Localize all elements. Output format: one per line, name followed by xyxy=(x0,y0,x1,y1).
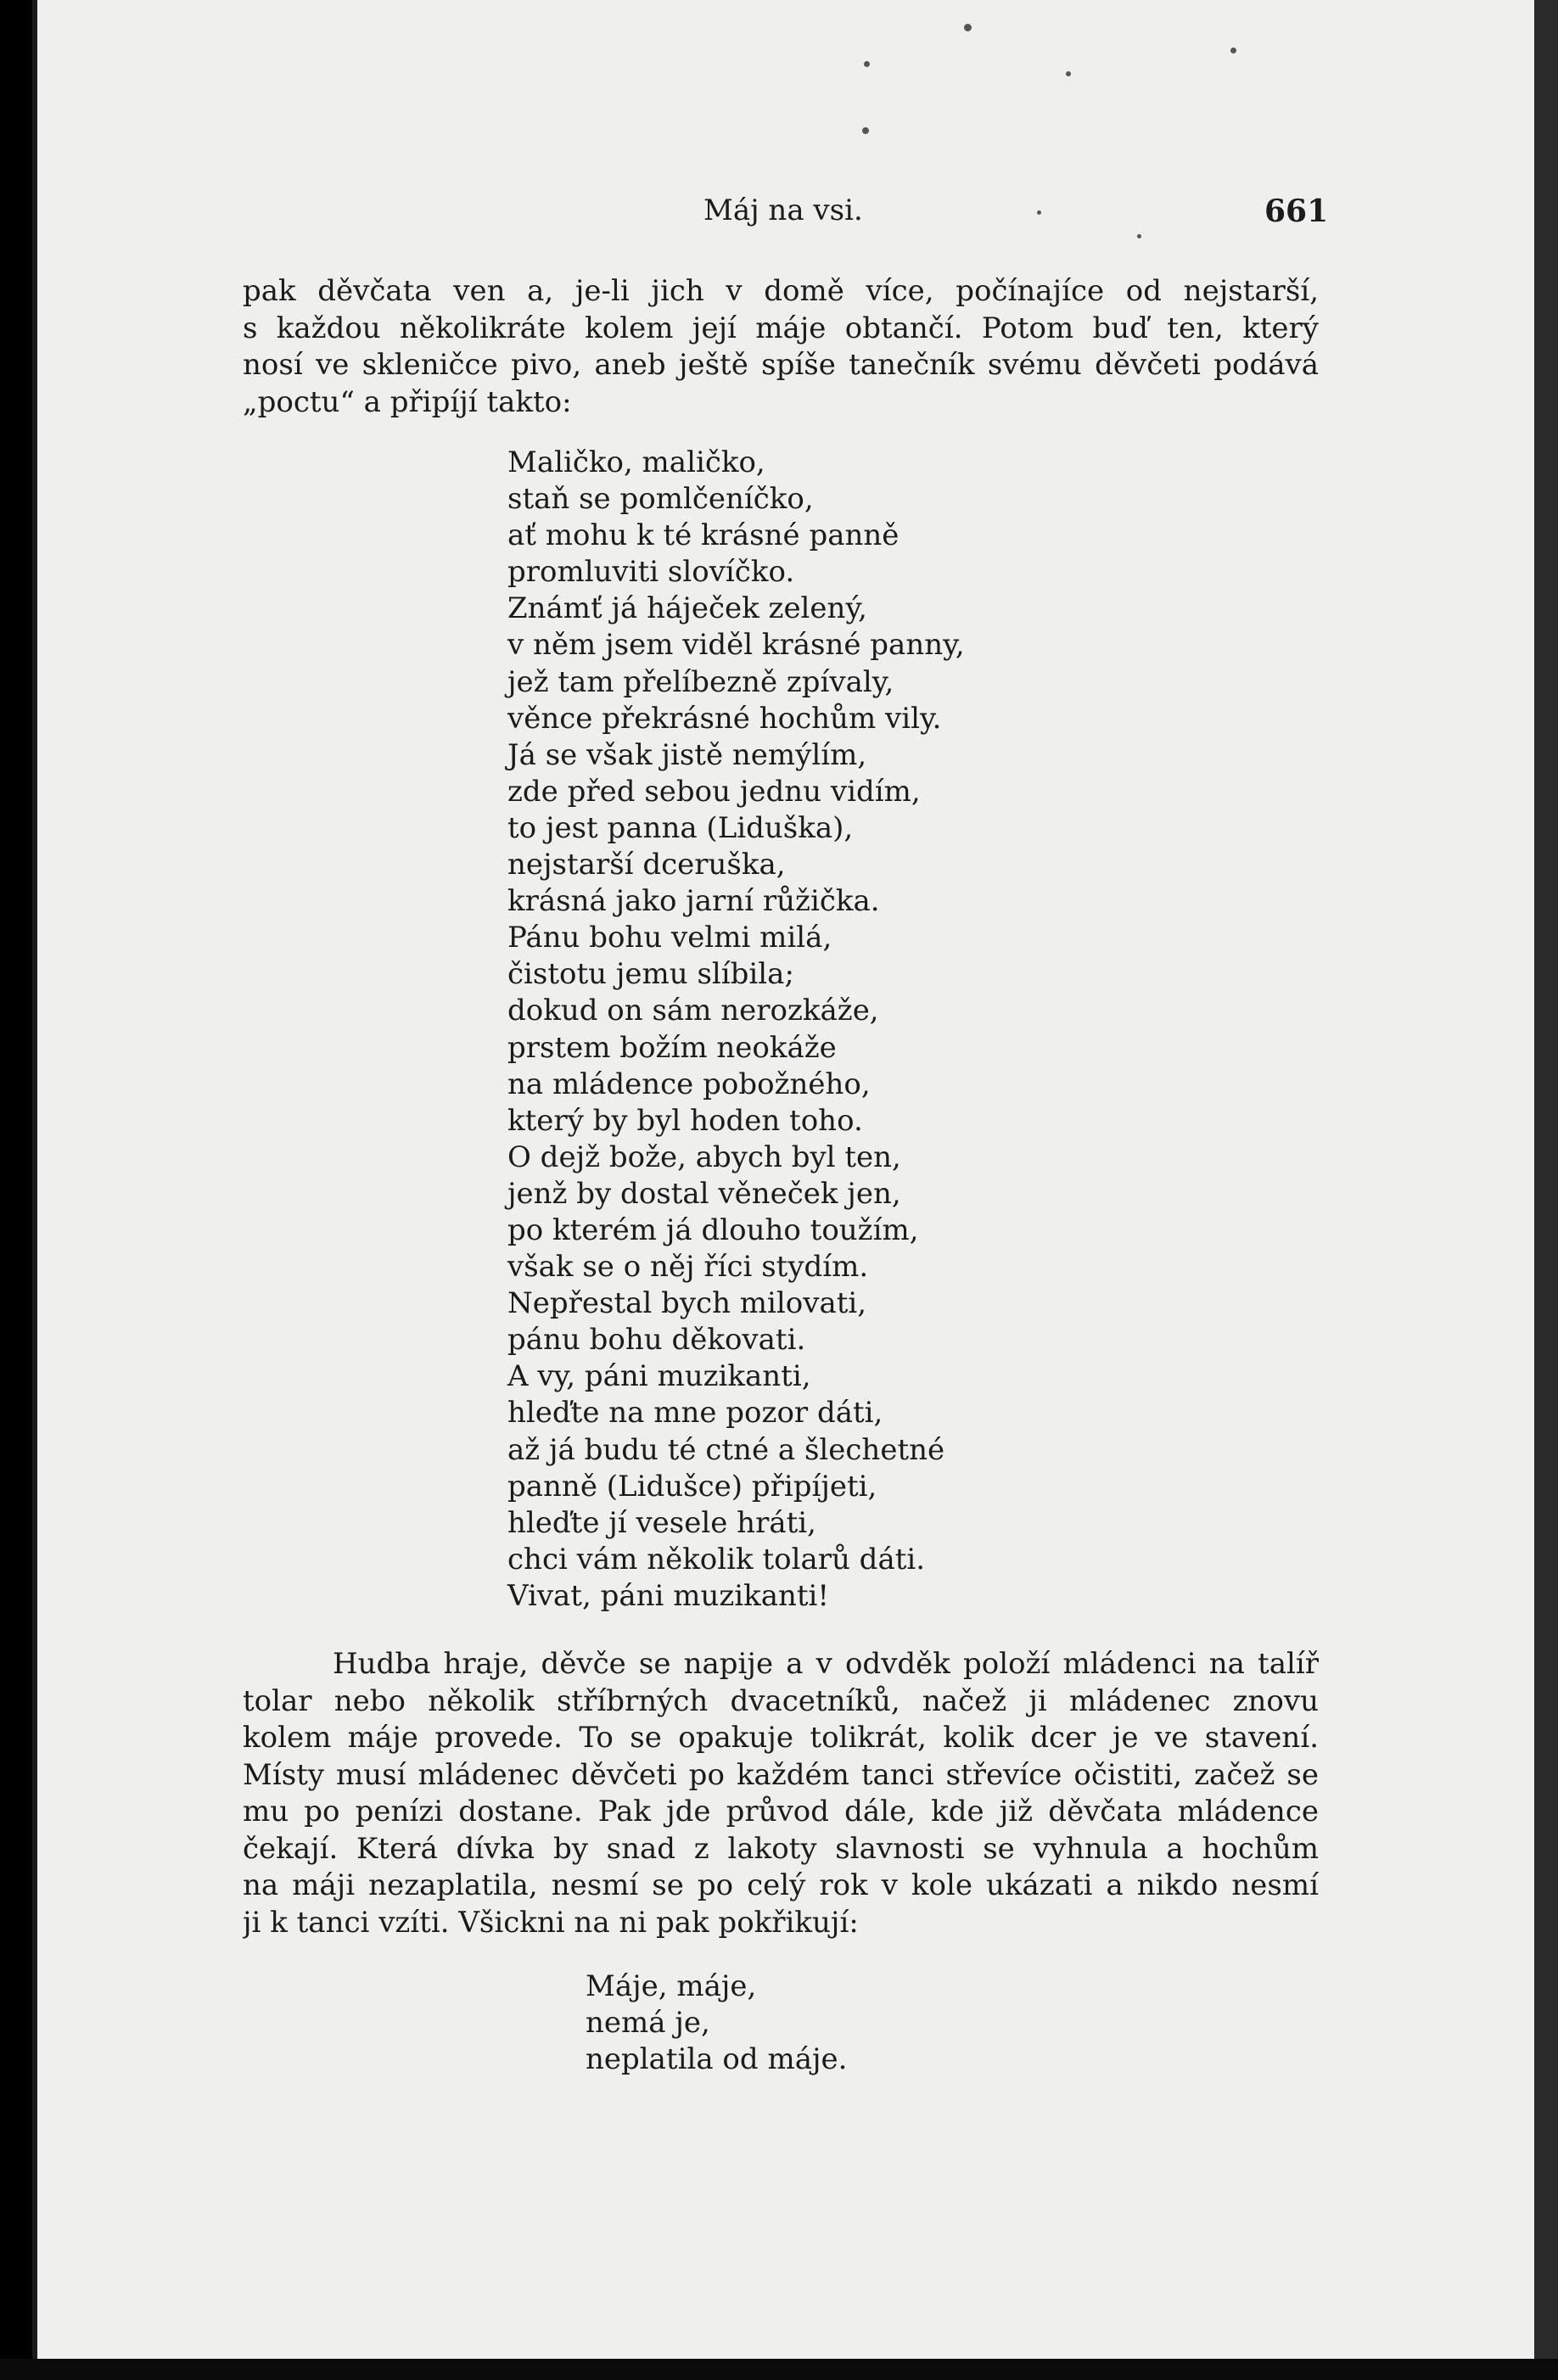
book-page xyxy=(32,0,1534,2359)
text-line: kolem máje provede. To se opakuje tolikrát, kolik dcer je ve stavení. xyxy=(243,1721,1319,1755)
text-line: Místy musí mládenec děvčeti po každém tanci střevíce očistiti, začež se xyxy=(243,1757,1319,1792)
verse-line: Nepřestal bych milovati, xyxy=(507,1286,867,1321)
dust-speck xyxy=(864,61,870,67)
text-line: pak děvčata ven a, je-li jich v domě více, počínajíce od nejstarší, xyxy=(243,274,1319,308)
verse-line: Vivat, páni muzikanti! xyxy=(507,1578,830,1613)
verse-line: pánu bohu děkovati. xyxy=(507,1323,806,1358)
verse-line: dokud on sám nerozkáže, xyxy=(507,994,879,1028)
verse-line: na mládence pobožného, xyxy=(507,1067,871,1101)
verse-line: nejstarší dceruška, xyxy=(507,848,786,882)
verse-line: ať mohu k té krásné panně xyxy=(507,518,899,553)
verse-line: zde před sebou jednu vidím, xyxy=(507,774,921,809)
verse-line: hleďte na mne pozor dáti, xyxy=(507,1396,883,1431)
page-number: 661 xyxy=(1264,193,1329,229)
verse-line: po kterém já dlouho toužím, xyxy=(507,1212,919,1247)
verse-line: O dejž bože, abych byl ten, xyxy=(507,1140,901,1174)
verse-line: staň se pomlčeníčko, xyxy=(507,482,814,517)
dust-speck xyxy=(964,24,972,31)
verse-line: který by byl hoden toho. xyxy=(507,1103,863,1138)
text-line: čekají. Která dívka by snad z lakoty slavnosti se vyhnula a hochům xyxy=(243,1831,1319,1866)
scan-edge-right xyxy=(1534,0,1558,2380)
verse-line: v něm jsem viděl krásné panny, xyxy=(507,628,965,663)
dust-speck xyxy=(1066,71,1071,76)
text-line: nosí ve skleničce pivo, aneb ještě spíše tanečník svému děvčeti podává xyxy=(243,348,1319,382)
verse-line: hleďte jí vesele hráti, xyxy=(507,1505,816,1540)
verse-line: krásná jako jarní růžička. xyxy=(507,884,880,919)
text-line: „poctu“ a připíjí takto: xyxy=(243,384,572,419)
paragraph-narrative xyxy=(243,1646,1319,1941)
verse-toast xyxy=(507,445,965,1615)
verse-line: Pánu bohu velmi milá, xyxy=(507,921,832,955)
verse-line: však se o něj říci stydím. xyxy=(507,1250,869,1285)
verse-line: nemá je, xyxy=(586,2006,710,2041)
text-line: s každou několikráte kolem její máje obtančí. Potom buď ten, který xyxy=(243,311,1319,345)
verse-line: to jest panna (Liduška), xyxy=(507,810,854,845)
dust-speck xyxy=(1230,48,1236,53)
dust-speck xyxy=(1037,210,1041,215)
verse-line: až já budu té ctné a šlechetné xyxy=(507,1432,945,1467)
verse-line: Maličko, maličko, xyxy=(507,445,765,479)
verse-line: jež tam přelíbezně zpívaly, xyxy=(507,664,894,699)
verse-line: chci vám několik tolarů dáti. xyxy=(507,1542,926,1576)
text-line: ji k tanci vzíti. Všickni na ni pak pokřikují: xyxy=(243,1905,859,1940)
verse-line: jenž by dostal věneček jen, xyxy=(507,1176,901,1211)
verse-line: panně (Lidušce) připíjeti, xyxy=(507,1469,877,1504)
text-line: tolar nebo několik stříbrných dvacetníků, načež ji mládenec znovu xyxy=(243,1683,1319,1718)
text-line: na máji nezaplatila, nesmí se po celý rok v kole ukázati a nikdo nesmí xyxy=(243,1868,1319,1902)
text-line: Hudba hraje, děvče se napije a v odvděk položí mládenci na talíř xyxy=(333,1647,1319,1681)
text-line: mu po penízi dostane. Pak jde průvod dále, kde již děvčata mládence xyxy=(243,1795,1319,1828)
verse-line: A vy, páni muzikanti, xyxy=(507,1359,811,1394)
verse-line: čistotu jemu slíbila; xyxy=(507,957,794,992)
verse-line: neplatila od máje. xyxy=(586,2042,848,2077)
verse-mocking-rhyme xyxy=(586,1968,847,2078)
paragraph-intro xyxy=(243,273,1319,421)
verse-line: Já se však jistě nemýlím, xyxy=(507,737,867,772)
running-title: Máj na vsi. xyxy=(703,193,863,227)
scan-edge-bottom xyxy=(0,2359,1558,2380)
dust-speck xyxy=(1137,234,1141,238)
verse-line: věnce překrásné hochům vily. xyxy=(507,701,942,736)
dust-speck xyxy=(862,127,869,134)
verse-line: promluviti slovíčko. xyxy=(507,555,795,590)
verse-line: Známť já háječek zelený, xyxy=(507,591,867,626)
verse-line: prstem božím neokáže xyxy=(507,1030,837,1065)
verse-line: Máje, máje, xyxy=(586,1969,757,2003)
